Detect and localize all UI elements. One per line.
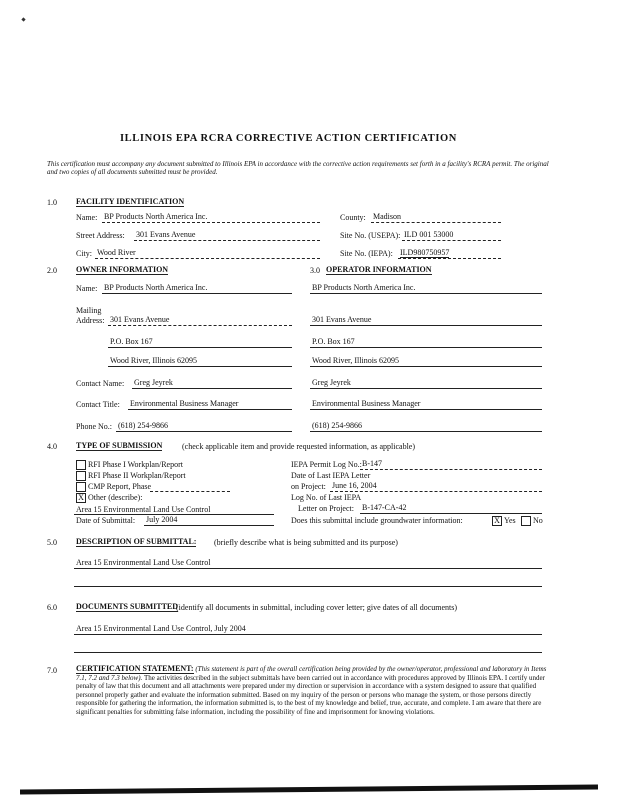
owner-phone: (618) 254-9866: [118, 421, 168, 430]
last-letter-value: June 16, 2004: [332, 481, 377, 490]
facility-name-value: BP Products North America Inc.: [104, 212, 208, 221]
other-description-value: Area 15 Environmental Land Use Control: [76, 505, 211, 514]
permit-log-label: IEPA Permit Log No.:: [291, 460, 362, 469]
contact-name-label: Contact Name:: [76, 379, 125, 388]
operator-name-line: [310, 293, 542, 294]
section-4-instruction: (check applicable item and provide requested information, as applicable): [182, 442, 416, 451]
operator-address-2: P.O. Box 167: [312, 337, 355, 346]
last-letter-label: Date of Last IEPA Letter: [291, 471, 371, 480]
owner-phone-line: [116, 431, 292, 432]
owner-address-2-line: [108, 347, 292, 348]
other-label: Other (describe):: [88, 493, 143, 502]
section-5-number: 5.0: [47, 538, 57, 547]
last-letter-line: [330, 491, 542, 492]
site-usepa-label: Site No. (USEPA):: [340, 231, 401, 240]
log-no-label: Log No. of Last IEPA: [291, 493, 362, 502]
operator-address-1: 301 Evans Avenue: [312, 315, 372, 324]
section-6-number: 6.0: [47, 603, 57, 612]
section-4-heading: TYPE OF SUBMISSION: [76, 441, 163, 450]
operator-contact-title-line: [310, 409, 542, 410]
documents-line-2: [74, 652, 542, 653]
owner-address-1-line: [108, 325, 292, 326]
section-2-heading: OWNER INFORMATION: [76, 265, 169, 274]
letter-on-project-line: [360, 513, 542, 514]
section-1-heading: FACILITY IDENTIFICATION: [76, 197, 185, 206]
documents-value: Area 15 Environmental Land Use Control, July 2004: [76, 624, 246, 633]
owner-contact-name: Greg Jeyrek: [134, 378, 173, 387]
mailing-label: Mailing: [76, 306, 102, 315]
groundwater-yes-label: Yes: [504, 516, 516, 525]
owner-address-2: P.O. Box 167: [110, 337, 153, 346]
letter-on-project-label: Letter on Project:: [298, 504, 354, 513]
section-7-number: 7.0: [47, 666, 57, 675]
city-line: [95, 258, 320, 259]
address-label: Address:: [76, 316, 105, 325]
operator-address-2-line: [310, 347, 542, 348]
checkbox-groundwater-no[interactable]: [521, 516, 531, 526]
date-of-submittal-line: [144, 525, 274, 526]
city-value: Wood River: [97, 248, 136, 257]
date-of-submittal-value: July 2004: [146, 515, 178, 524]
checkbox-rfi-phase-2[interactable]: [76, 471, 86, 481]
section-6-heading: DOCUMENTS SUBMITTED: [76, 602, 179, 611]
section-3-heading: OPERATOR INFORMATION: [326, 265, 432, 274]
owner-address-3-line: [108, 366, 292, 367]
site-usepa-line: [402, 240, 501, 241]
operator-phone-line: [310, 431, 542, 432]
cmp-report-label: CMP Report, Phase: [88, 482, 152, 491]
certification-statement: [76, 665, 548, 717]
owner-name-value: BP Products North America Inc.: [104, 283, 208, 292]
cmp-phase-line: [150, 491, 230, 492]
contact-title-label: Contact Title:: [76, 400, 120, 409]
page-title: ILLINOIS EPA RCRA CORRECTIVE ACTION CERTIFICATION: [120, 133, 457, 144]
section-6-instruction: (identify all documents in submittal, including cover letter; give dates of all documents): [176, 603, 458, 612]
rfi-phase-2-label: RFI Phase II Workplan/Report: [88, 471, 186, 480]
operator-address-1-line: [310, 325, 542, 326]
owner-contact-name-line: [132, 388, 292, 389]
section-7-heading: CERTIFICATION STATEMENT:: [76, 664, 194, 673]
owner-contact-title: Environmental Business Manager: [130, 399, 239, 408]
operator-contact-name-line: [310, 388, 542, 389]
owner-contact-title-line: [128, 409, 292, 410]
phone-label: Phone No.:: [76, 422, 112, 431]
operator-contact-title: Environmental Business Manager: [312, 399, 421, 408]
description-value: Area 15 Environmental Land Use Control: [76, 558, 211, 567]
owner-name-label: Name:: [76, 284, 98, 293]
letter-on-project-value: B-147-CA-42: [362, 503, 407, 512]
last-letter-label-2: on Project:: [291, 482, 326, 491]
scan-mark: [21, 17, 25, 21]
section-1-number: 1.0: [47, 198, 57, 207]
operator-address-3-line: [310, 366, 542, 367]
operator-name-value: BP Products North America Inc.: [312, 283, 416, 292]
operator-contact-name: Greg Jeyrek: [312, 378, 351, 387]
checkbox-rfi-phase-1[interactable]: [76, 460, 86, 470]
section-5-heading: DESCRIPTION OF SUBMITTAL:: [76, 537, 197, 546]
street-line: [134, 240, 320, 241]
operator-address-3: Wood River, Illinois 62095: [312, 356, 400, 365]
documents-line-1: [74, 634, 542, 635]
section-3-number: 3.0: [310, 266, 320, 275]
permit-log-line: [360, 469, 542, 470]
checkbox-other[interactable]: X: [76, 493, 86, 503]
certification-italic: (This statement is part of the overall certification being provided by the owner/operator, professional and laboratory in Items 7.1, 7.2 and 7.3 below).: [76, 665, 547, 682]
section-4-number: 4.0: [47, 442, 57, 451]
site-iepa-line: [398, 258, 501, 259]
checkbox-groundwater-yes[interactable]: X: [492, 516, 502, 526]
facility-name-label: Name:: [76, 213, 98, 222]
county-line: [371, 222, 501, 223]
checkbox-cmp-report[interactable]: [76, 482, 86, 492]
site-iepa-label: Site No. (IEPA):: [340, 249, 393, 258]
description-line-2: [74, 586, 542, 587]
groundwater-no-label: No: [533, 516, 543, 525]
owner-address-3: Wood River, Illinois 62095: [110, 356, 198, 365]
county-label: County:: [340, 213, 366, 222]
description-line-1: [74, 568, 542, 569]
section-5-instruction: (briefly describe what is being submitted and its purpose): [214, 538, 398, 547]
owner-address-1: 301 Evans Avenue: [110, 315, 170, 324]
groundwater-question: Does this submittal include groundwater information:: [291, 516, 463, 525]
scan-bar: [20, 784, 598, 794]
operator-phone: (618) 254-9866: [312, 421, 362, 430]
site-usepa-value: ILD 001 53000: [404, 230, 454, 239]
owner-name-line: [102, 293, 292, 294]
certification-body: The activities described in the subject submittals have been carried out in accordance with procedures approved by Illinois EPA. I certify under penalty of law that this document and all attachments were prepared under my direction or supervision in accordance with a system designed to assure that qualified personnel properly gather and evaluate the information submitted. Based on my inquiry of the person or persons who manage the system, or those persons directly responsible for gathering the information, the information submitted is, to the best of my knowledge and belief, true, accurate, and complete. I am aware that there are significant penalties for submitting false information, including the possibility of fine and imprisonment for knowing violations.: [76, 673, 545, 716]
facility-name-line: [102, 222, 320, 223]
permit-log-value: B-147: [362, 459, 382, 468]
street-label: Street Address:: [76, 231, 125, 240]
site-iepa-value: ILD980750957: [400, 248, 450, 257]
street-value: 301 Evans Avenue: [136, 230, 196, 239]
county-value: Madison: [373, 212, 401, 221]
intro-text: This certification must accompany any document submitted to Illinois EPA in accordance with the corrective action requirements set forth in a facility's RCRA permit. The original and two copies of all documents submitted must be provided.: [47, 160, 549, 177]
section-2-number: 2.0: [47, 266, 57, 275]
rfi-phase-1-label: RFI Phase I Workplan/Report: [88, 460, 183, 469]
city-label: City:: [76, 249, 93, 258]
date-of-submittal-label: Date of Submittal:: [76, 516, 136, 525]
